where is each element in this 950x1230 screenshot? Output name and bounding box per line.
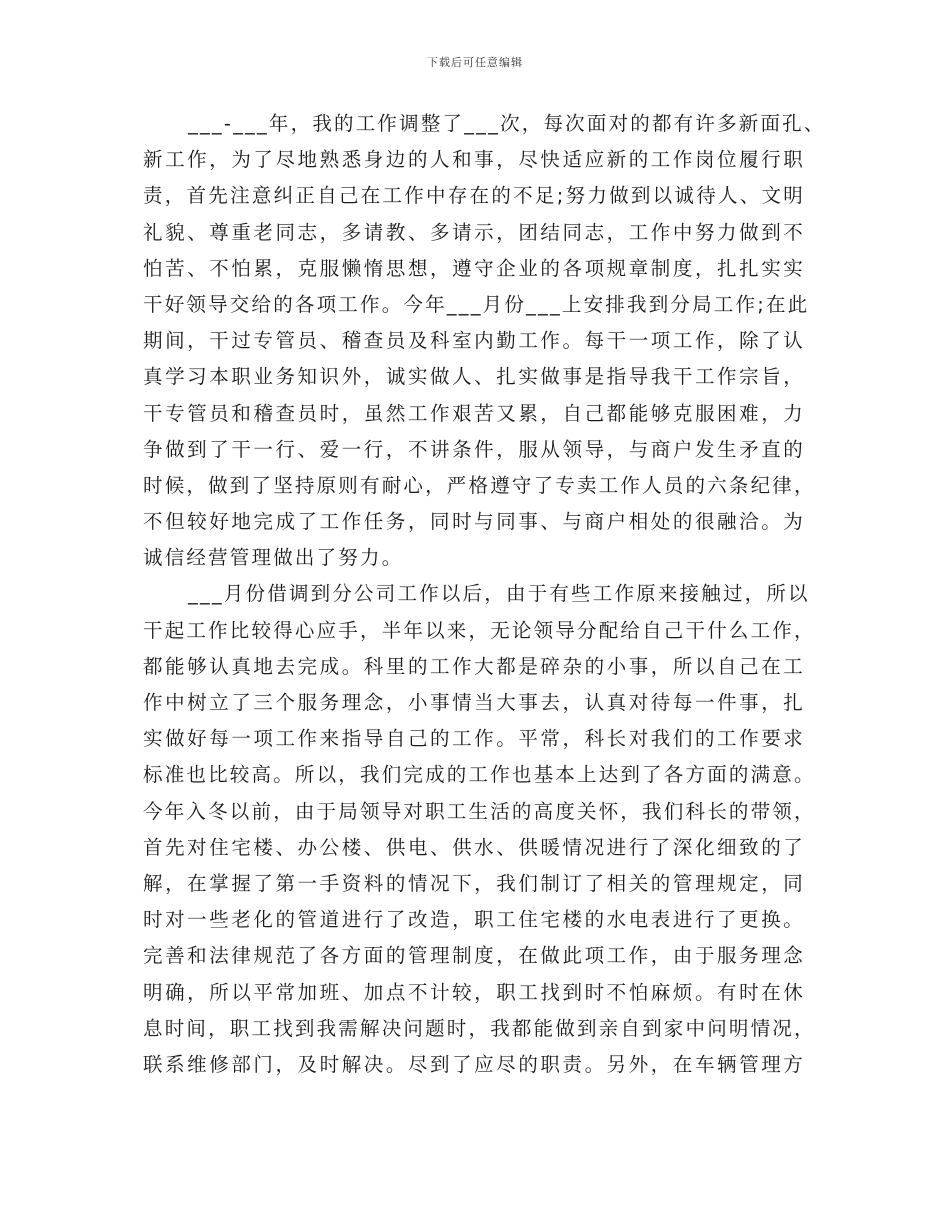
text-line: 期间，干过专管员、稽查员及科室内勤工作。每干一项工作，除了认: [143, 329, 805, 353]
text-line: 联系维修部门，及时解决。尽到了应尽的职责。另外，在车辆管理方: [143, 1052, 805, 1076]
text-line: 怕苦、不怕累，克服懒惰思想，遵守企业的各项规章制度，扎扎实实: [143, 256, 805, 280]
text-line: 不但较好地完成了工作任务，同时与同事、与商户相处的很融洽。为: [143, 510, 805, 534]
text-line: 责，首先注意纠正自己在工作中存在的不足;努力做到以诚待人、文明: [143, 184, 805, 208]
text-line: 礼貌、尊重老同志，多请教、多请示，团结同志，工作中努力做到不: [143, 220, 805, 244]
document-body: [143, 106, 826, 1083]
text-line: 干专管员和稽查员时，虽然工作艰苦又累，自己都能够克服困难，力: [143, 401, 805, 425]
text-line: 时对一些老化的管道进行了改造，职工住宅楼的水电表进行了更换。: [143, 908, 805, 932]
text-line: 新工作，为了尽地熟悉身边的人和事，尽快适应新的工作岗位履行职: [143, 148, 805, 172]
text-line: 诚信经营管理做出了努力。: [143, 546, 404, 570]
text-line: 解，在掌握了第一手资料的情况下，我们制订了相关的管理规定，同: [143, 871, 805, 895]
text-line: ___-___年，我的工作调整了___次，每次面对的都有许多新面孔、: [188, 112, 826, 135]
page-header: 下载后可任意编辑: [427, 56, 523, 69]
text-line: 作中树立了三个服务理念，小事情当大事去，认真对待每一件事，扎: [143, 691, 805, 714]
text-line: 明确，所以平常加班、加点不计较，职工找到时不怕麻烦。有时在休: [143, 980, 805, 1004]
text-line: 争做到了干一行、爱一行，不讲条件，服从领导，与商户发生矛直的: [143, 437, 805, 461]
text-line: 标准也比较高。所以，我们完成的工作也基本上达到了各方面的满意。: [143, 763, 816, 787]
text-line: 完善和法律规范了各方面的管理制度，在做此项工作，由于服务理念: [143, 944, 805, 968]
text-line: 干起工作比较得心应手，半年以来，无论领导分配给自己干什么工作，: [143, 618, 816, 642]
text-line: 实做好每一项工作来指导自己的工作。平常，科长对我们的工作要求: [143, 727, 805, 751]
text-line: 都能够认真地去完成。科里的工作大都是碎杂的小事，所以自己在工: [143, 654, 805, 678]
text-line: ___月份借调到分公司工作以后，由于有些工作原来接触过，所以: [188, 582, 810, 606]
paragraph: [143, 106, 826, 576]
text-line: 首先对住宅楼、办公楼、供电、供水、供暖情况进行了深化细致的了: [143, 835, 805, 859]
text-line: 时候，做到了坚持原则有耐心，严格遵守了专卖工作人员的六条纪律，: [143, 473, 816, 497]
text-line: 真学习本职业务知识外，诚实做人、扎实做事是指导我干工作宗旨，: [143, 365, 805, 389]
paragraph: [143, 576, 816, 1083]
text-line: 干好领导交给的各项工作。今年___月份___上安排我到分局工作;在此: [143, 292, 810, 316]
text-line: 今年入冬以前，由于局领导对职工生活的高度关怀，我们科长的带领，: [143, 799, 816, 823]
text-line: 息时间，职工找到我需解决问题时，我都能做到亲自到家中问明情况，: [143, 1016, 816, 1040]
